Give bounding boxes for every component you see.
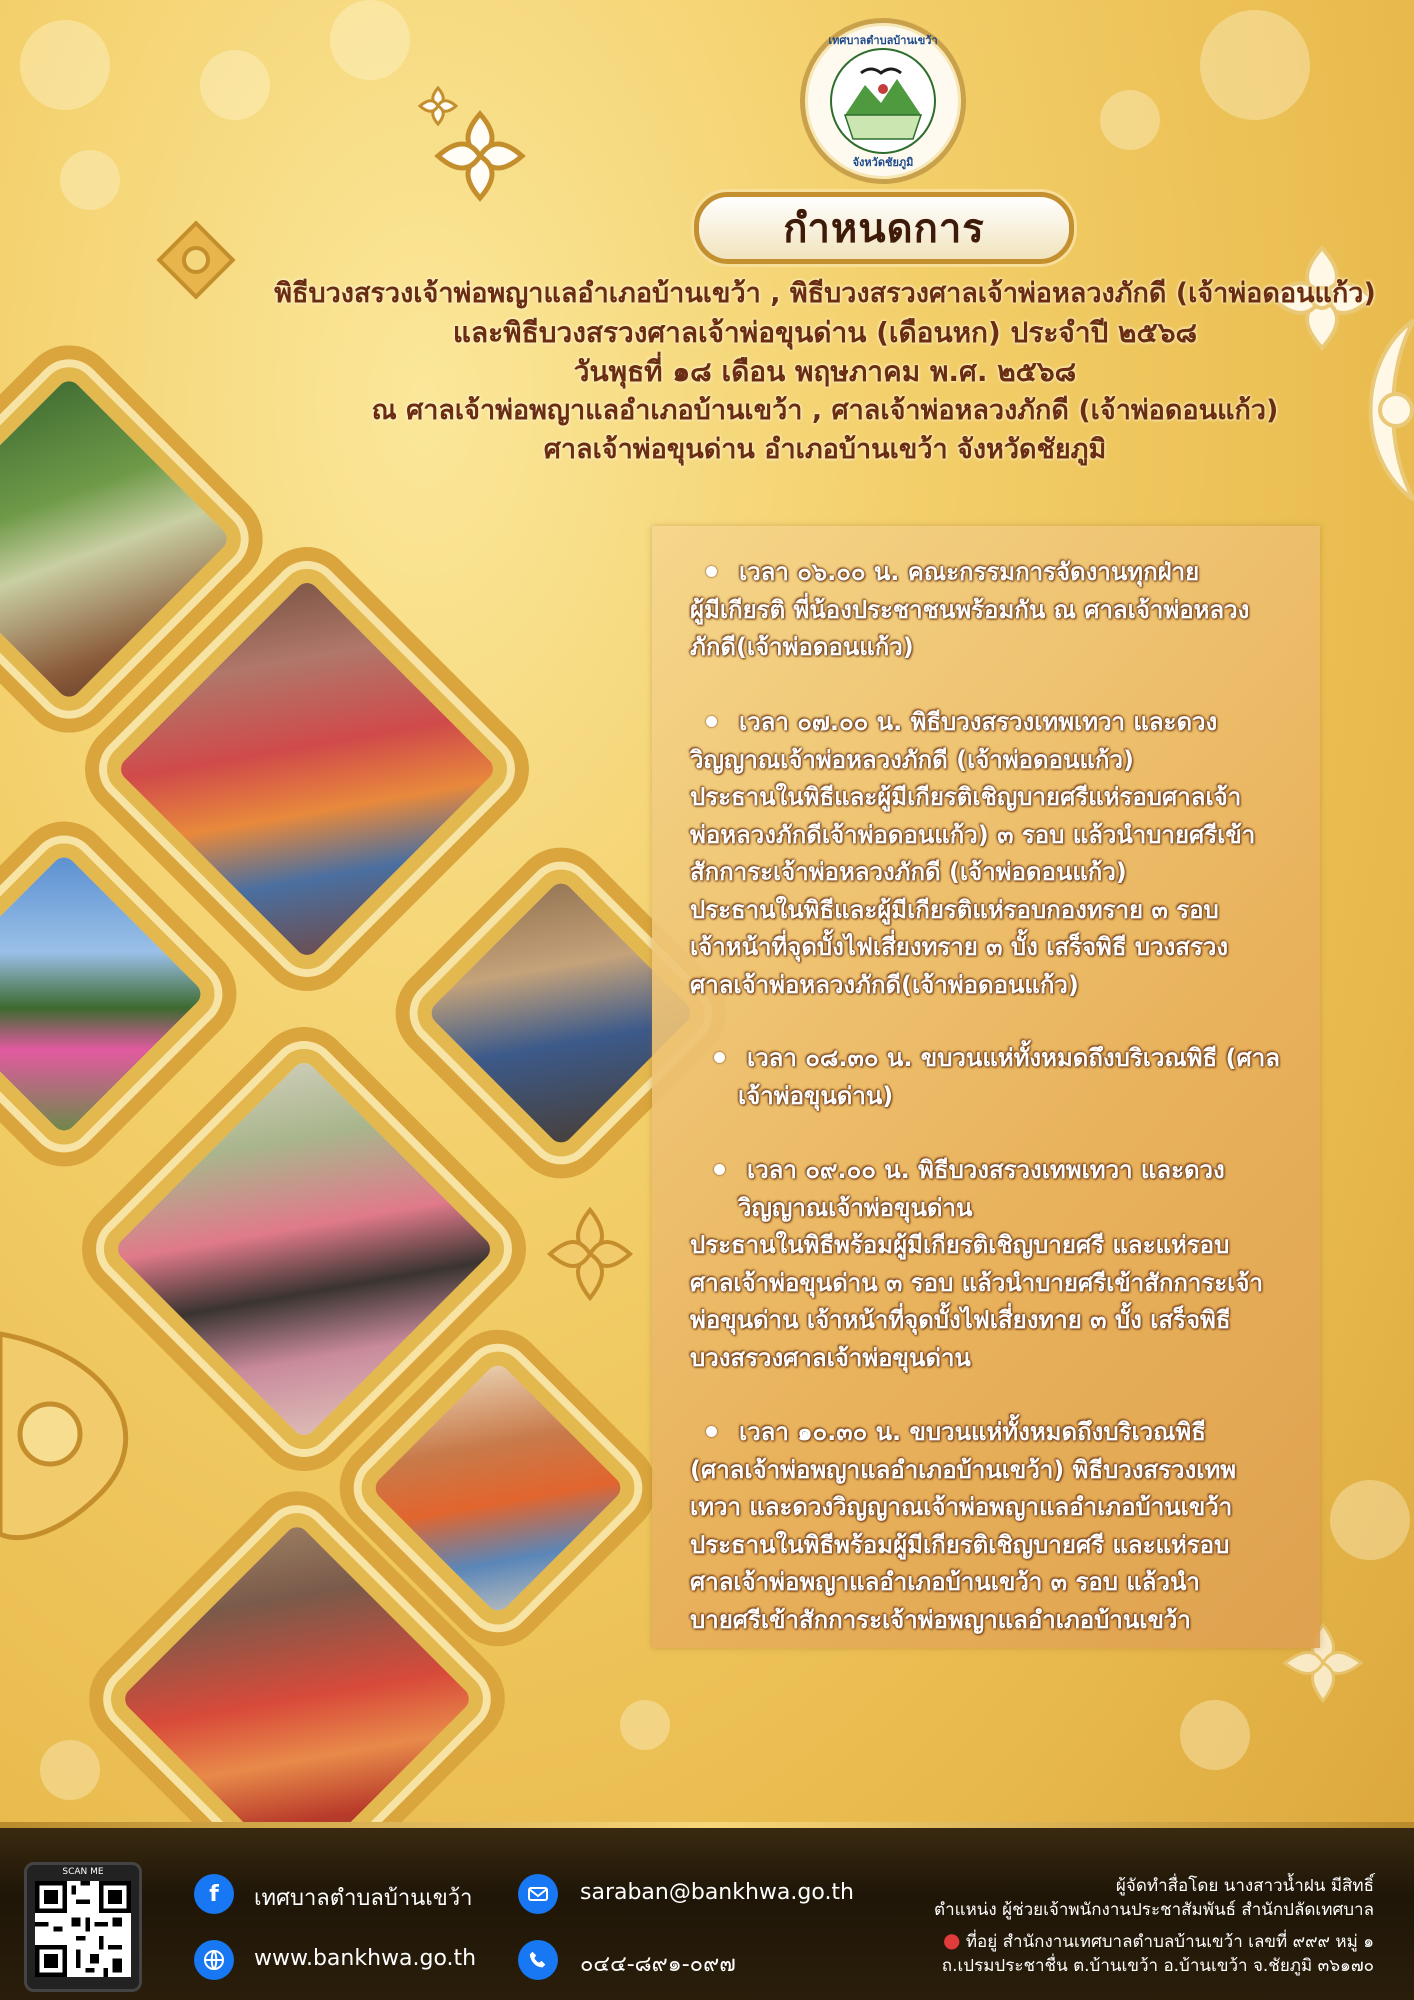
bullet-icon <box>706 1426 717 1437</box>
qr-label: SCAN ME <box>62 1867 104 1877</box>
schedule-item <box>690 704 1306 1004</box>
credit-line: ผู้จัดทำสื่อโดย นางสาวน้ำฝน มีสิทธิ์ <box>1115 1876 1374 1896</box>
schedule-line: เจ้าหน้าที่จุดบั้งไฟเสี่ยงทราย ๓ บั้ง เสร็จพิธี บวงสรวง <box>690 933 1229 961</box>
heading-line: ณ ศาลเจ้าพ่อพญาแลอำเภอบ้านเขว้า , ศาลเจ้าพ่อหลวงภักดี (เจ้าพ่อดอนแก้ว) <box>371 395 1279 426</box>
footer-bar <box>0 1826 1414 2000</box>
phone-number[interactable]: ๐๔๔-๘๙๑-๐๙๗ <box>580 1952 736 1977</box>
schedule-line: วิญญาณเจ้าพ่อขุนด่าน <box>738 1193 973 1222</box>
heading-line: พิธีบวงสรวงเจ้าพ่อพญาแลอำเภอบ้านเขว้า , พิธีบวงสรวงศาลเจ้าพ่อหลวงภักดี (เจ้าพ่อดอนแก้ว) <box>274 278 1376 309</box>
schedule-line: ภักดี(เจ้าพ่อดอนแก้ว) <box>690 633 914 661</box>
ceremony-photo <box>0 833 225 1155</box>
municipality-logo <box>800 18 966 184</box>
page-title <box>694 192 1074 264</box>
address-text: ที่อยู่ สำนักงานเทศบาลตำบลบ้านเขว้า เลขที่ ๙๙๙ หมู่ ๑ <box>965 1932 1374 1952</box>
schedule-line: เวลา ๑๐.๓๐ น. ขบวนแห่ทั้งหมดถึงบริเวณพิธี <box>739 1418 1206 1446</box>
bokeh-decoration <box>1180 1700 1250 1770</box>
schedule-line: เวลา ๐๙.๐๐ น. พิธีบวงสรวงเทพเทวา และดวง <box>747 1156 1225 1184</box>
logo-text-bottom: จังหวัดชัยภูมิ <box>852 156 914 169</box>
schedule-line: ประธานในพิธีและผู้มีเกียรติเชิญบายศรีแห่รอบศาลเจ้า <box>690 783 1242 811</box>
schedule-line: ศาลเจ้าพ่อพญาแลอำเภอบ้านเขว้า ๓ รอบ แล้วนำ <box>690 1568 1200 1596</box>
phone-icon[interactable] <box>518 1940 558 1980</box>
bokeh-decoration <box>40 1740 100 1800</box>
bullet-icon <box>706 566 717 577</box>
schedule-line: เวลา ๐๖.๐๐ น. คณะกรรมการจัดงานทุกฝ่าย <box>739 558 1200 586</box>
schedule-line: เจ้าพ่อขุนด่าน) <box>738 1081 894 1110</box>
heading-line: และพิธีบวงสรวงศาลเจ้าพ่อขุนด่าน (เดือนหก) ประจำปี ๒๕๖๘ <box>452 316 1198 349</box>
schedule-line: บวงสรวงศาลเจ้าพ่อขุนด่าน <box>690 1343 971 1372</box>
schedule-line: วิญญาณเจ้าพ่อหลวงภักดี (เจ้าพ่อดอนแก้ว) <box>690 745 1134 774</box>
schedule-line: สักการะเจ้าพ่อหลวงภักดี (เจ้าพ่อดอนแก้ว) <box>690 858 1127 886</box>
ceremony-photo <box>351 1341 645 1635</box>
schedule-line: บายศรีเข้าสักการะเจ้าพ่อพญาแลอำเภอบ้านเขว้า <box>690 1605 1191 1634</box>
facebook-icon[interactable]: f <box>194 1874 234 1914</box>
bullet-icon <box>714 1164 725 1175</box>
logo-text-top: เทศบาลตำบลบ้านเขว้า <box>828 34 938 47</box>
bokeh-decoration <box>1330 1480 1410 1560</box>
schedule-line: พ่อขุนด่าน เจ้าหน้าที่จุดบั้งไฟเสี่ยงทาย ๓ บั้ง เสร็จพิธี <box>690 1306 1231 1334</box>
schedule-line: (ศาลเจ้าพ่อพญาแลอำเภอบ้านเขว้า) พิธีบวงสรวงเทพ <box>690 1455 1237 1484</box>
bokeh-decoration <box>330 0 410 80</box>
bokeh-decoration <box>20 20 110 110</box>
schedule-line: เวลา ๐๘.๓๐ น. ขบวนแห่ทั้งหมดถึงบริเวณพิธี (ศาล <box>747 1044 1280 1072</box>
schedule-line: ศาลเจ้าพ่อหลวงภักดี(เจ้าพ่อดอนแก้ว) <box>690 970 1079 999</box>
globe-icon[interactable] <box>194 1940 234 1980</box>
thai-pattern-ornament-icon <box>546 1204 634 1304</box>
bullet-icon <box>706 716 717 727</box>
bokeh-decoration <box>200 50 270 120</box>
bokeh-decoration <box>1100 90 1160 150</box>
bokeh-decoration <box>60 150 120 210</box>
thai-pattern-ornament-icon <box>0 1314 170 1554</box>
schedule-panel <box>652 526 1320 1648</box>
schedule-line: เวลา ๐๗.๐๐ น. พิธีบวงสรวงเทพเทวา และดวง <box>739 708 1218 736</box>
email-link[interactable]: saraban@bankhwa.go.th <box>580 1880 855 1905</box>
event-heading <box>240 274 1410 469</box>
thai-pattern-ornament-icon <box>156 220 236 300</box>
schedule-item <box>690 1040 1306 1115</box>
address-line-2: ถ.เปรมประชาชื่น ต.บ้านเขว้า อ.บ้านเขว้า จ.ชัยภูมิ ๓๖๑๗๐ <box>941 1956 1374 1976</box>
heading-line: วันพุธที่ ๑๘ เดือน พฤษภาคม พ.ศ. ๒๕๖๘ <box>573 355 1077 388</box>
schedule-item <box>690 554 1306 667</box>
schedule-line: ประธานในพิธีและผู้มีเกียรติแห่รอบกองทราย ๓ รอบ <box>690 895 1219 924</box>
lotus-ornament-icon <box>416 84 460 128</box>
qr-code-icon <box>35 1881 131 1977</box>
schedule-line: ประธานในพิธีพร้อมผู้มีเกียรติเชิญบายศรี และแห่รอบ <box>690 1530 1230 1559</box>
schedule-item <box>690 1414 1306 1639</box>
qr-code-card[interactable] <box>24 1862 142 1992</box>
credit-position: ตำแหน่ง ผู้ช่วยเจ้าพนักงานประชาสัมพันธ์ สำนักปลัดเทศบาล <box>934 1900 1374 1920</box>
schedule-line: ประธานในพิธีพร้อมผู้มีเกียรติเชิญบายศรี และแห่รอบ <box>690 1231 1230 1259</box>
schedule-line: ศาลเจ้าพ่อขุนด่าน ๓ รอบ แล้วนำบายศรีเข้าสักการะเจ้า <box>690 1268 1263 1297</box>
heading-line: ศาลเจ้าพ่อขุนด่าน อำเภอบ้านเขว้า จังหวัดชัยภูมิ <box>543 434 1107 465</box>
facebook-link[interactable]: เทศบาลตำบลบ้านเขว้า <box>254 1886 473 1911</box>
page-title-text: กำหนดการ <box>783 206 985 252</box>
schedule-line: เทวา และดวงวิญญาณเจ้าพ่อพญาแลอำเภอบ้านเขว้า <box>690 1493 1233 1521</box>
bokeh-decoration <box>1200 10 1310 120</box>
bokeh-decoration <box>620 1700 670 1750</box>
bullet-icon <box>714 1052 725 1063</box>
schedule-item <box>690 1152 1306 1377</box>
mail-icon[interactable] <box>518 1874 558 1914</box>
schedule-line: พ่อหลวงภักดีเจ้าพ่อดอนแก้ว) ๓ รอบ แล้วนำบายศรีเข้า <box>690 820 1256 849</box>
address-line <box>943 1928 1374 1955</box>
location-pin-icon: ● <box>942 1928 961 1952</box>
schedule-line: ผู้มีเกียรติ พี่น้องประชาชนพร้อมกัน ณ ศาลเจ้าพ่อหลวง <box>690 595 1250 624</box>
website-link[interactable]: www.bankhwa.go.th <box>254 1946 477 1971</box>
